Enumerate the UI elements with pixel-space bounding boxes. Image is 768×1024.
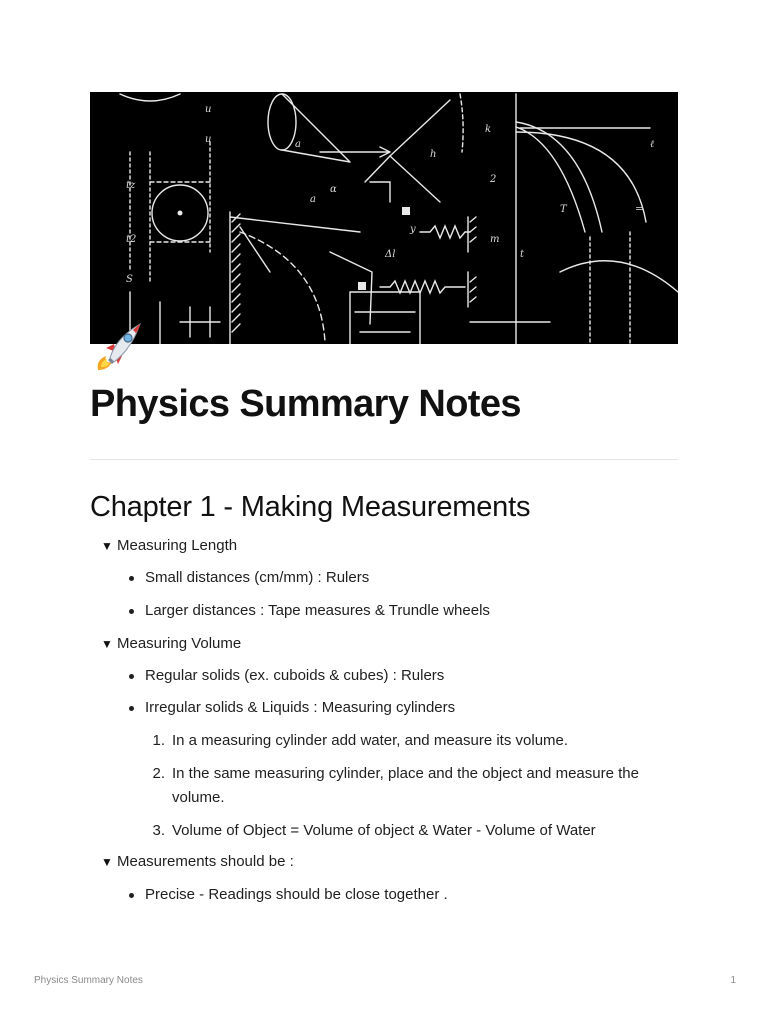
list-number: 1. [152, 732, 165, 749]
svg-text:ℓ: ℓ [650, 139, 655, 150]
svg-text:S: S [126, 274, 133, 285]
footer-title: Physics Summary Notes [34, 975, 143, 986]
svg-text:2: 2 [490, 174, 497, 185]
svg-text:k: k [485, 124, 492, 135]
svg-text:Δl: Δl [385, 249, 396, 260]
list-number: 2. [152, 765, 165, 782]
svg-text:h: h [430, 149, 437, 160]
list-item-text: Small distances (cm/mm) : Rulers [145, 569, 370, 586]
list-item-text: Irregular solids & Liquids : Measuring cylinders [145, 699, 456, 716]
toggle-label[interactable]: Measuring Volume [117, 635, 242, 652]
physics-sketch-illustration [90, 92, 678, 344]
list-item-text: Regular solids (ex. cuboids & cubes) : Rulers [145, 667, 445, 684]
bullet-icon [129, 674, 134, 679]
bullet-icon [129, 706, 134, 711]
bullet-icon [129, 609, 134, 614]
bullet-icon [129, 576, 134, 581]
chapter-heading: Chapter 1 - Making Measurements [90, 491, 531, 523]
list-item-text: In the same measuring cylinder, place and the object and measure the volume. [172, 765, 639, 806]
svg-text:t: t [520, 249, 525, 260]
list-item-text: Precise - Readings should be close together . [145, 886, 448, 903]
divider [90, 459, 678, 460]
page-title: Physics Summary Notes [90, 383, 521, 425]
svg-text:=: = [635, 204, 644, 215]
triangle-down-icon[interactable]: ▼ [101, 637, 113, 651]
list-item-text: In a measuring cylinder add water, and measure its volume. [172, 732, 569, 749]
svg-text:u: u [205, 134, 212, 145]
svg-text:α: α [330, 184, 337, 195]
list-item-text: Volume of Object = Volume of object & Water - Volume of Water [172, 822, 596, 839]
svg-text:u: u [205, 104, 212, 115]
toggle-label[interactable]: Measurements should be : [117, 853, 294, 870]
svg-text:a: a [295, 139, 301, 150]
cover-image [90, 92, 678, 344]
svg-text:t2: t2 [126, 234, 137, 245]
list-item-text: Larger distances : Tape measures & Trundle wheels [145, 602, 490, 619]
svg-text:m: m [490, 234, 500, 245]
bullet-icon [129, 893, 134, 898]
toggle-label[interactable]: Measuring Length [117, 537, 238, 554]
svg-text:y: y [410, 224, 416, 235]
page-number: 1 [730, 975, 736, 986]
rocket-icon[interactable] [92, 318, 148, 376]
list-number: 3. [152, 822, 165, 839]
svg-text:tz: tz [126, 180, 136, 191]
triangle-down-icon[interactable]: ▼ [101, 855, 113, 869]
svg-text:T: T [560, 204, 567, 215]
svg-text:a: a [310, 194, 316, 205]
triangle-down-icon[interactable]: ▼ [101, 539, 113, 553]
